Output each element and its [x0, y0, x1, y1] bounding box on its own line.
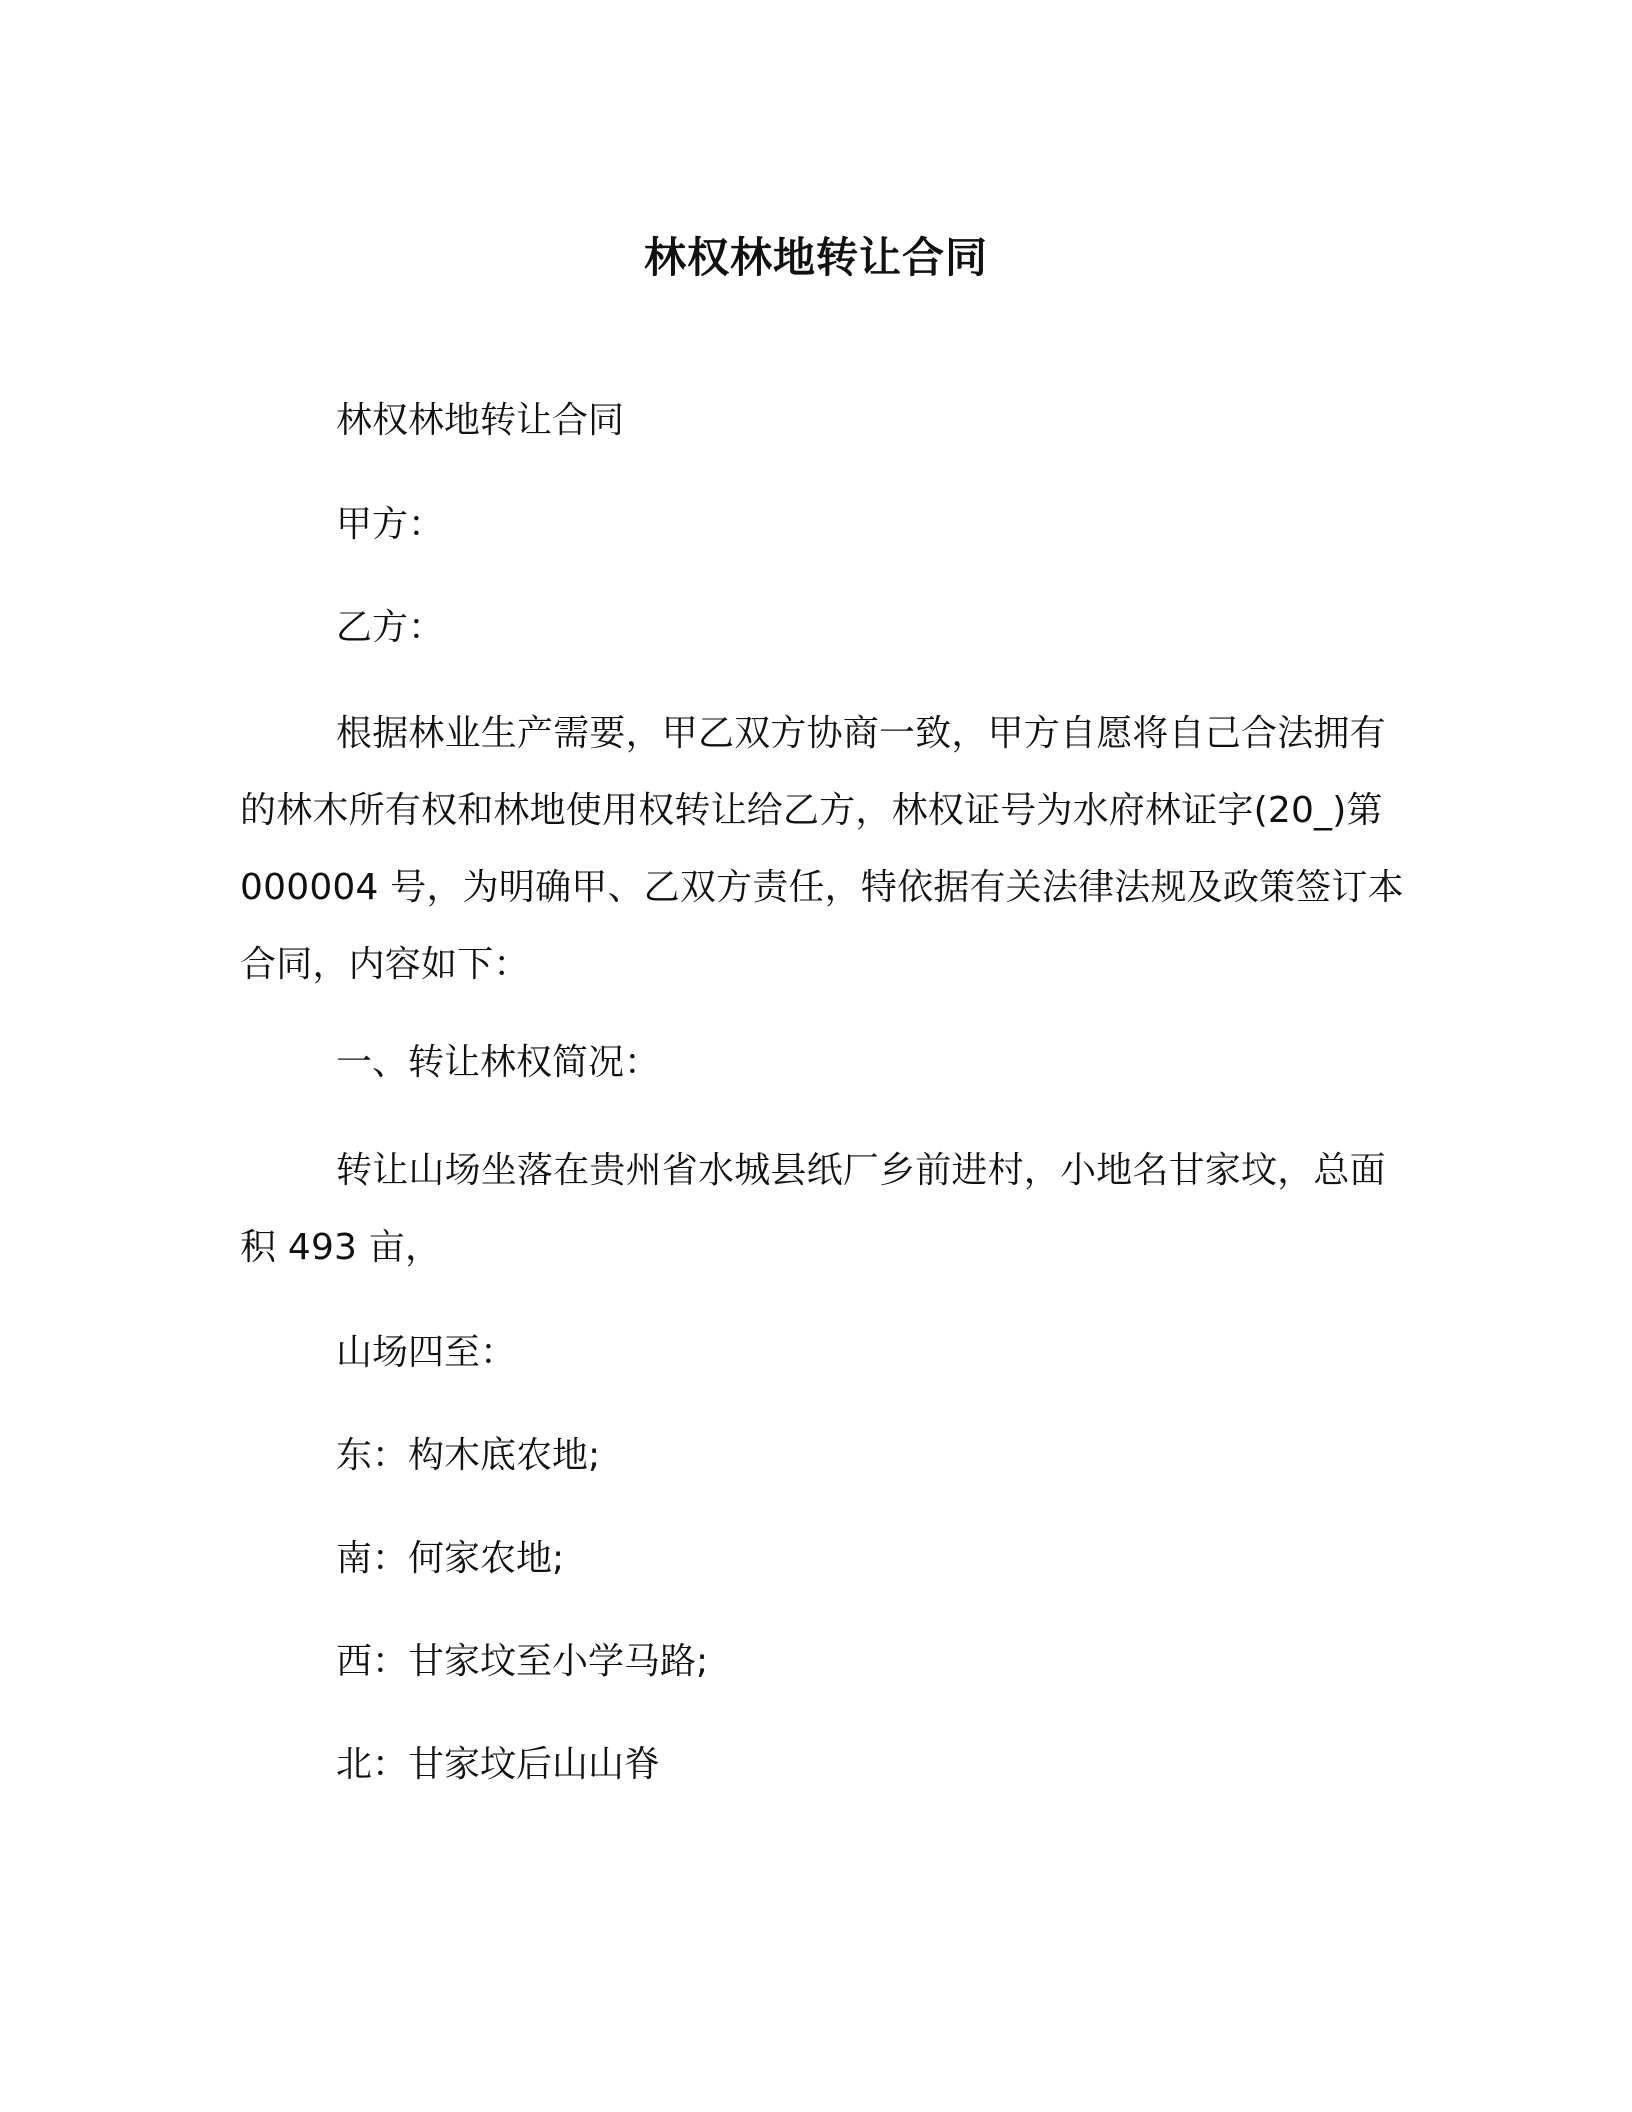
- document-title: 林权林地转让合同: [643, 233, 988, 282]
- subtitle-line: 林权林地转让合同: [336, 400, 625, 441]
- intro-paragraph: 根据林业生产需要，甲乙双方协商一致，甲方自愿将自己合法拥有的林木所有权和林地使用权转让给乙方，林权证号为水府林证字(20_)第 000004 号，为明确甲、乙双方责任，特依据有关法律法规及政策签订本合同，内容如下：: [240, 713, 1404, 985]
- boundary-heading: 山场四至：: [336, 1332, 517, 1373]
- section1-heading: 一、转让林权简况：: [336, 1042, 661, 1083]
- boundary-east: 东：构木底农地;: [336, 1435, 601, 1476]
- section1-body-paragraph: 转让山场坐落在贵州省水城县纸厂乡前进村，小地名甘家坟，总面积 493 亩，: [240, 1150, 1386, 1268]
- boundary-south: 南：何家农地;: [336, 1538, 565, 1579]
- party-a-line: 甲方：: [336, 504, 445, 545]
- party-b-line: 乙方：: [336, 607, 445, 648]
- boundary-north: 北：甘家坟后山山脊: [336, 1744, 661, 1785]
- boundary-west: 西：甘家坟至小学马路;: [336, 1641, 709, 1682]
